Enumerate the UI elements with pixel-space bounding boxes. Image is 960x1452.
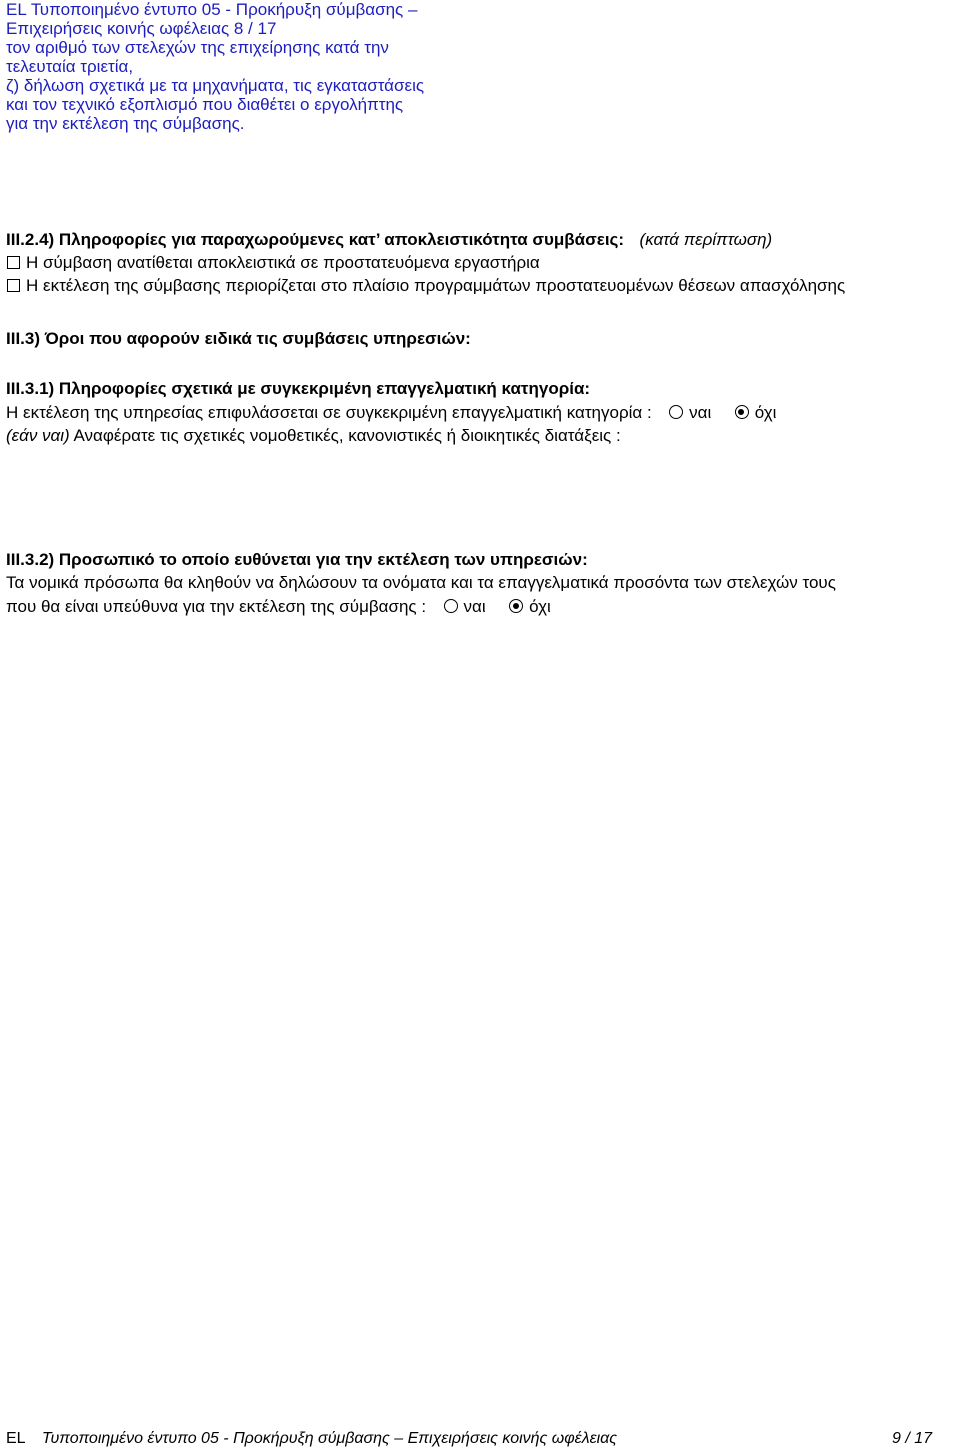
option-row: [6, 252, 540, 274]
checkbox-label: Η εκτέλεση της σύμβασης περιορίζεται στο πλαίσιο προγραμμάτων προστατευομένων θέσεων απασχόλησης: [26, 276, 846, 295]
section-note: (κατά περίπτωση): [639, 230, 773, 249]
question-text: που θα είναι υπεύθυνα για την εκτέλεση της σύμβασης :: [6, 597, 427, 616]
footer-page-number: 9 / 17: [891, 1430, 932, 1447]
radio-yes[interactable]: [444, 599, 458, 613]
question-text: Η εκτέλεση της υπηρεσίας επιφυλάσσεται σε συγκεκριμένη επαγγελματική κατηγορία :: [6, 403, 652, 422]
radio-no[interactable]: [509, 599, 523, 613]
footer-code: EL: [6, 1430, 25, 1447]
footer-title: Τυποποιημένο έντυπο 05 - Προκήρυξη σύμβασης – Επιχειρήσεις κοινής ωφέλειας: [41, 1430, 618, 1447]
radio-no[interactable]: [735, 405, 749, 419]
section-iii-3-1-heading: III.3.1) Πληροφορίες σχετικά με συγκεκριμένη επαγγελματική κατηγορία:: [6, 379, 591, 398]
staff-question-line-1: Τα νομικά πρόσωπα θα κληθούν να δηλώσουν τα ονόματα και τα επαγγελματικά προσόντα των στελεχών τους: [6, 573, 836, 592]
followup-prefix: (εάν ναι): [6, 426, 70, 445]
header-line: τον αριθμό των στελεχών της επιχείρησης κατά την: [6, 38, 389, 57]
header-line: EL Τυποποιημένο έντυπο 05 - Προκήρυξη σύμβασης –: [6, 0, 418, 19]
header-overlap-block: [6, 0, 526, 133]
followup-text: Αναφέρατε τις σχετικές νομοθετικές, κανονιστικές ή διοικητικές διατάξεις :: [73, 426, 621, 445]
radio-yes-label: ναι: [463, 597, 486, 616]
footer-title-group: [6, 1430, 617, 1448]
header-line: Επιχειρήσεις κοινής ωφέλειας 8 / 17: [6, 19, 277, 38]
radio-no-label: όχι: [754, 403, 777, 422]
radio-yes-label: ναι: [689, 403, 712, 422]
header-line: ζ) δήλωση σχετικά με τα μηχανήματα, τις εγκαταστάσεις: [6, 76, 425, 95]
radio-yes[interactable]: [669, 405, 683, 419]
section-iii-2-4-heading: [6, 229, 772, 251]
section-title: III.2.4) Πληροφορίες για παραχωρούμενες κατ’ αποκλειστικότητα συμβάσεις:: [6, 230, 625, 249]
checkbox-label: Η σύμβαση ανατίθεται αποκλειστικά σε προστατευόμενα εργαστήρια: [26, 253, 540, 272]
followup-row: [6, 425, 621, 447]
checkbox-sheltered-employment[interactable]: [7, 279, 20, 292]
section-iii-3-heading: III.3) Όροι που αφορούν ειδικά τις συμβάσεις υπηρεσιών:: [6, 329, 471, 348]
page-footer: [6, 1430, 932, 1452]
radio-no-label: όχι: [529, 597, 551, 616]
section-iii-3-2-heading: III.3.2) Προσωπικό το οποίο ευθύνεται για την εκτέλεση των υπηρεσιών:: [6, 550, 588, 569]
option-row: [6, 275, 845, 297]
profession-question-row: [6, 402, 776, 424]
header-line: και τον τεχνικό εξοπλισμό που διαθέτει ο εργολήπτης: [6, 95, 404, 114]
header-line: τελευταία τριετία,: [6, 57, 134, 76]
checkbox-sheltered-workshops[interactable]: [7, 256, 20, 269]
header-line: για την εκτέλεση της σύμβασης.: [6, 114, 245, 133]
staff-question-row: [6, 596, 551, 618]
